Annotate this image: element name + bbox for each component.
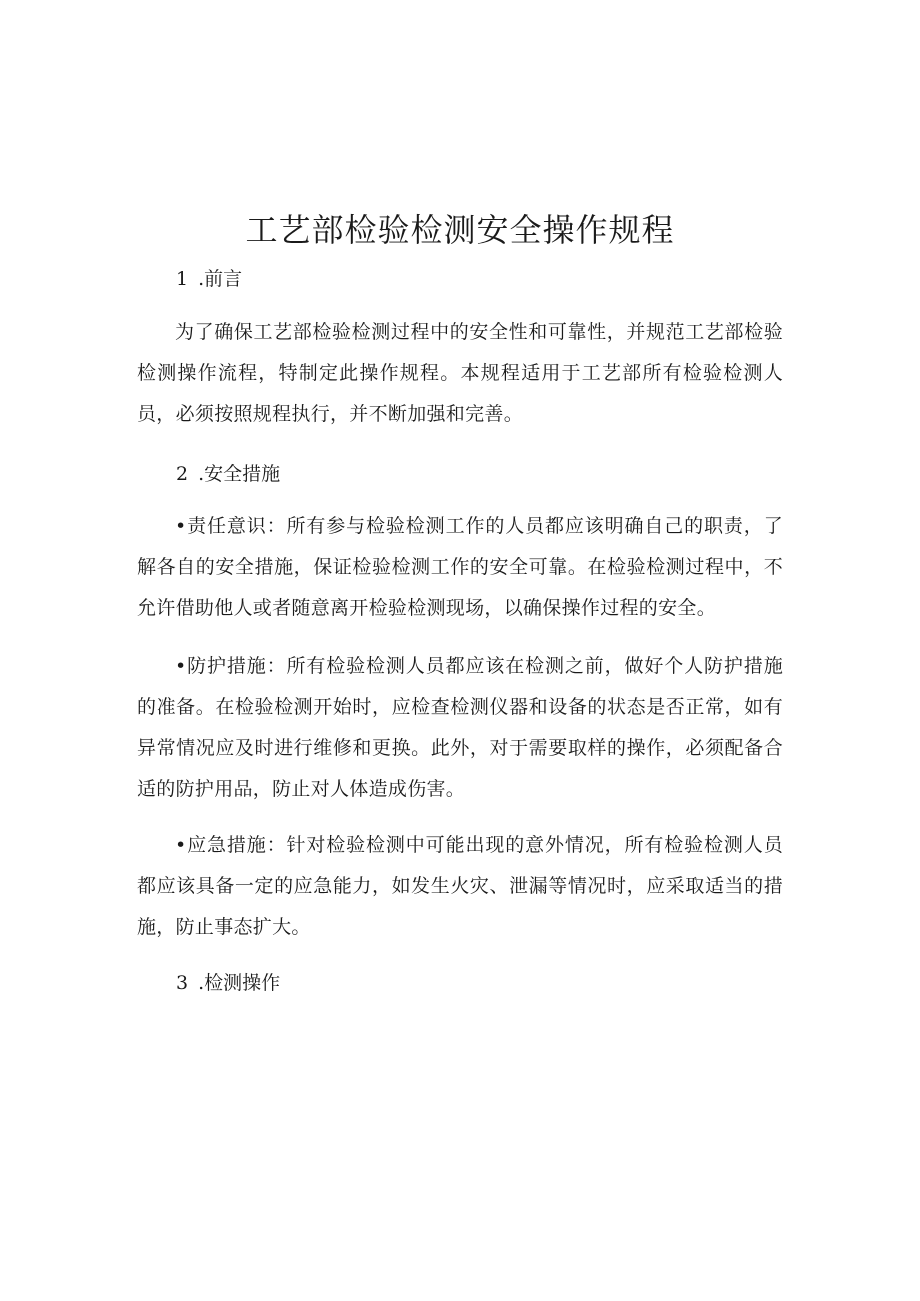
paragraph-emergency: •应急措施：针对检验检测中可能出现的意外情况，所有检验检测人员都应该具备一定的应急能力，如发生火灾、泄漏等情况时，应采取适当的措施，防止事态扩大。 [137,834,783,938]
section-heading-preface [176,265,242,293]
section-heading-operation [176,969,280,997]
paragraph-responsibility: •责任意识：所有参与检验检测工作的人员都应该明确自己的职责，了解各自的安全措施，保证检验检测工作的安全可靠。在检验检测过程中，不允许借助他人或者随意离开检验检测现场，以确保操作过程的安全。 [137,515,783,619]
section-label: .安全措施 [198,463,281,485]
section-label: .前言 [198,268,243,290]
paragraph-protection: •防护措施：所有检验检测人员都应该在检测之前，做好个人防护措施的准备。在检验检测开始时，应检查检测仪器和设备的状态是否正常，如有异常情况应及时进行维修和更换。此外，对于需要取样的操作，必须配备合适的防护用品，防止对人体造成伤害。 [137,655,783,800]
section-number: 3 [176,972,189,994]
paragraph-intro: 为了确保工艺部检验检测过程中的安全性和可靠性，并规范工艺部检验检测操作流程，特制定此操作规程。本规程适用于工艺部所有检验检测人员，必须按照规程执行，并不断加强和完善。 [137,321,783,425]
document-title: 工艺部检验检测安全操作规程 [245,211,675,249]
section-heading-safety [176,460,280,488]
section-label: .检测操作 [198,972,281,994]
section-number: 2 [176,463,189,485]
section-number: 1 [176,268,189,290]
